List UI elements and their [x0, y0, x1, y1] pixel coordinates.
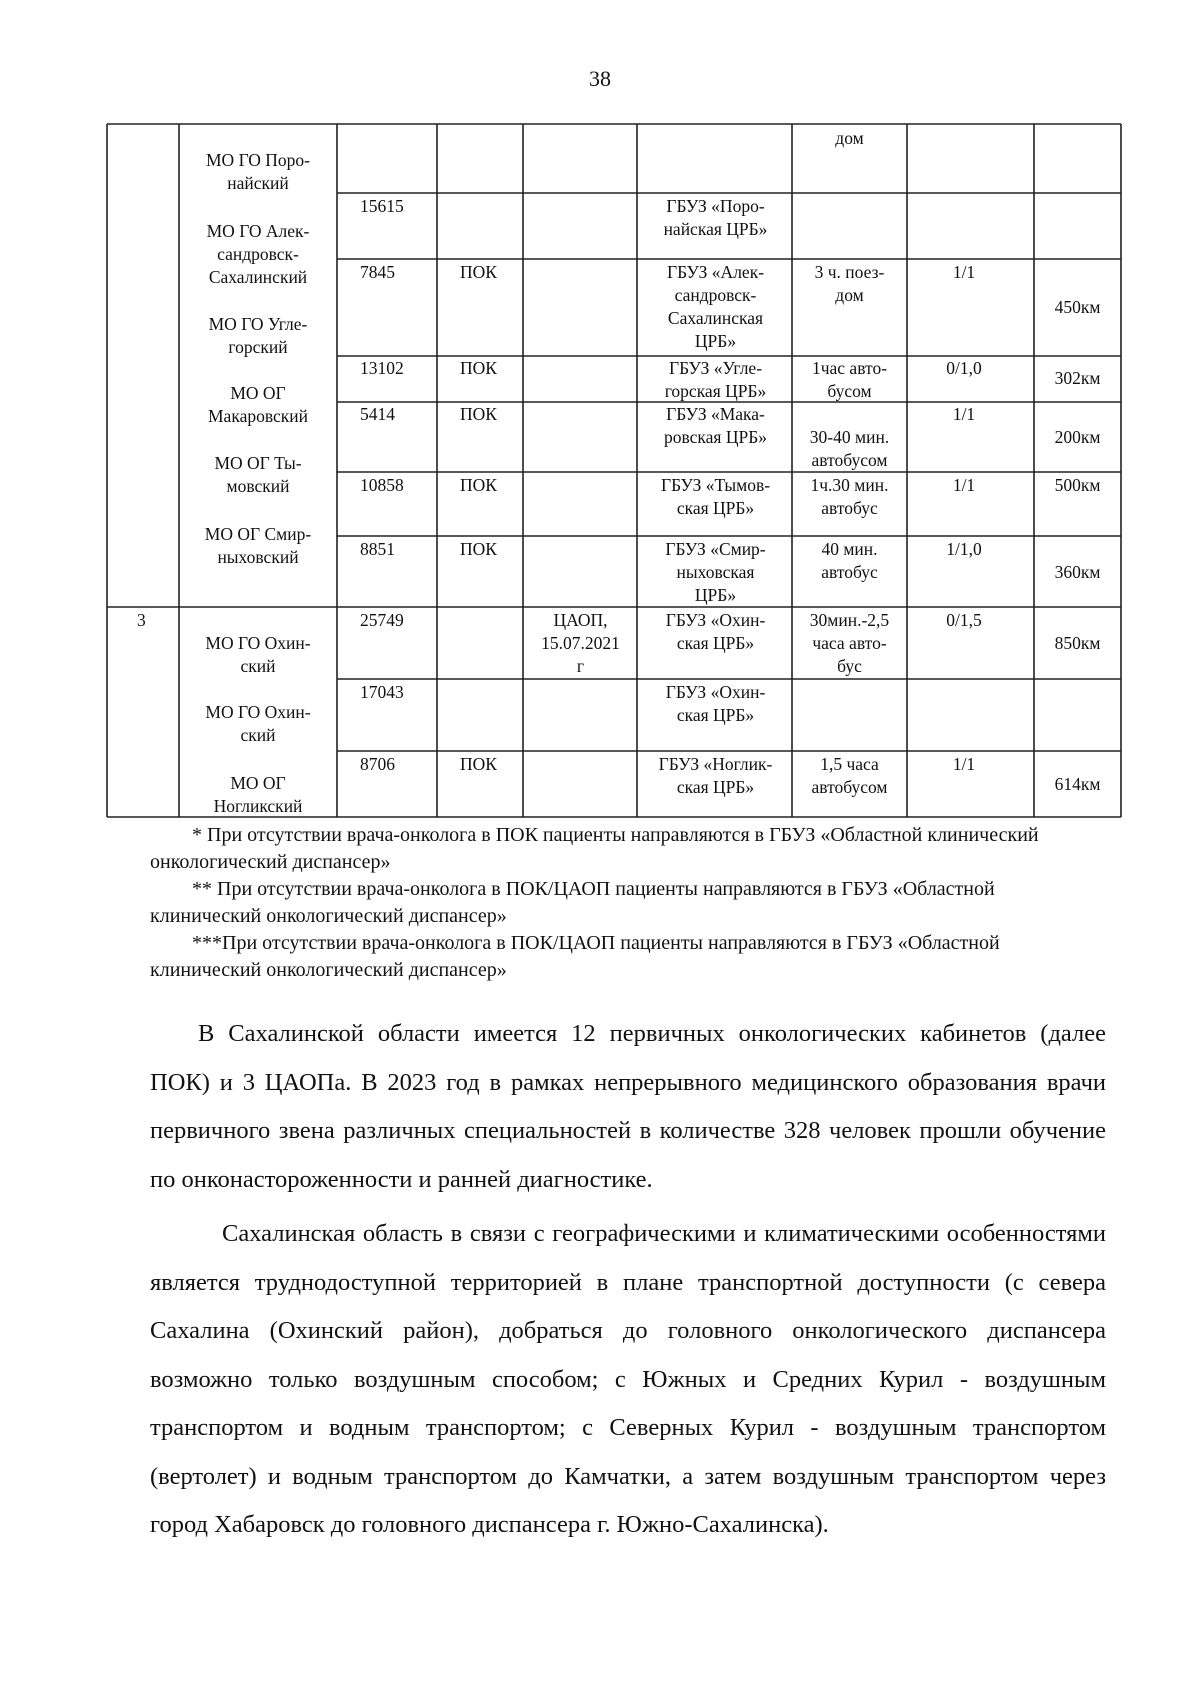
- table-cell-ratio: 1/1,0: [946, 539, 982, 559]
- table-cell-time: 40 мин. автобус: [821, 539, 878, 582]
- table-cell-time: дом: [835, 128, 864, 148]
- mo-label: МО ОГ Макаровский: [208, 383, 308, 426]
- table-cell-type: ПОК: [460, 754, 497, 774]
- table-cell-time: 30-40 мин. автобусом: [809, 427, 890, 470]
- table-cell-population: 8851: [360, 539, 395, 559]
- table-cell-time: 1,5 часа автобусом: [811, 754, 888, 797]
- page-number: 38: [589, 66, 611, 91]
- paragraph: Сахалинская область в связи с географическими и климатическими особенностями является труднодоступной территорией в плане транспортной доступности (с севера Сахалина (Охинский район), добраться до головного онкологического диспансера возможно только воздушным способом; с Южных и Средних Курил - воздушным транспортом и водным транспортом; с Северных Курил - воздушным транспортом (вертолет) и водным транспортом до Камчатки, а затем воздушным транспортом через город Хабаровск до головного диспансера г. Южно-Сахалинска).: [150, 1220, 1106, 1538]
- table-cell-distance: 850км: [1054, 633, 1101, 653]
- table-cell-hospital: ГБУЗ «Смир- ныховская ЦРБ»: [665, 539, 766, 605]
- table-cell-type: ПОК: [460, 475, 497, 495]
- footnotes: [150, 822, 1100, 984]
- mo-label: МО ГО Охин- ский: [205, 633, 311, 676]
- mo-label: МО ОГ Ногликский: [213, 773, 303, 816]
- table-cell-number: 3: [137, 610, 146, 630]
- table-cell-time: 30мин.-2,5 часа авто- бус: [809, 610, 890, 676]
- footnote: ** При отсутствии врача-онколога в ПОК/ЦАОП пациенты направляются в ГБУЗ «Областной клинический онкологический диспансер»: [150, 878, 995, 927]
- paragraph: В Сахалинской области имеется 12 первичных онкологических кабинетов (далее ПОК) и 3 ЦАОПа. В 2023 год в рамках непрерывного медицинского образования врачи первичного звена различных специальностей в количестве 328 человек прошли обучение по онконастороженности и ранней диагностике.: [150, 1020, 1106, 1193]
- footnote: ***При отсутствии врача-онколога в ПОК/ЦАОП пациенты направляются в ГБУЗ «Областной клинический онкологический диспансер»: [150, 932, 1000, 981]
- table-cell-type: ПОК: [460, 262, 497, 282]
- table-cell-distance: 302км: [1054, 368, 1101, 388]
- table-cell-population: 10858: [360, 475, 404, 495]
- table-grid: [0, 0, 1200, 830]
- table-cell-hospital: ГБУЗ «Тымов- ская ЦРБ»: [660, 475, 771, 518]
- mo-label: МО ОГ Ты- мовский: [214, 453, 302, 496]
- table-cell-type: ПОК: [460, 358, 497, 378]
- table-cell-distance: 360км: [1054, 562, 1101, 582]
- body-text: [150, 1010, 1106, 1556]
- table-cell-type: ПОК: [460, 539, 497, 559]
- table-cell-population: 17043: [360, 682, 404, 702]
- mo-label: МО ГО Охин- ский: [205, 702, 311, 745]
- table-cell-population: 5414: [360, 404, 395, 424]
- table-cell-hospital: ГБУЗ «Поро- найская ЦРБ»: [663, 196, 768, 239]
- mo-label: МО ГО Угле- горский: [208, 314, 308, 357]
- table-cell-hospital: ГБУЗ «Охин- ская ЦРБ»: [665, 682, 766, 725]
- table-cell-time: 1час авто- бусом: [811, 358, 888, 401]
- table-cell-distance: 200км: [1054, 427, 1101, 447]
- table-cell-population: 25749: [360, 610, 404, 630]
- table-cell-time: 1ч.30 мин. автобус: [810, 475, 889, 518]
- table-cell-hospital: ГБУЗ «Алек- сандровск- Сахалинская ЦРБ»: [666, 262, 765, 351]
- table-cell-type: ПОК: [460, 404, 497, 424]
- table-cell-population: 8706: [360, 754, 395, 774]
- table-cell-population: 13102: [360, 358, 404, 378]
- mo-label: МО ОГ Смир- ныховский: [204, 524, 312, 567]
- table-cell-distance: 450км: [1054, 297, 1101, 317]
- table-cell-population: 7845: [360, 262, 395, 282]
- table-cell-population: 15615: [360, 196, 404, 216]
- table-cell-time: 3 ч. поез- дом: [814, 262, 885, 305]
- table-cell-ratio: 1/1: [952, 475, 976, 495]
- mo-label: МО ГО Алек- сандровск- Сахалинский: [206, 221, 310, 287]
- table-cell-ratio: 1/1: [952, 404, 976, 424]
- table-cell-distance: 500км: [1054, 475, 1101, 495]
- table-cell-hospital: ГБУЗ «Мака- ровская ЦРБ»: [663, 404, 768, 447]
- table-cell-ratio: 0/1,0: [946, 358, 982, 378]
- mo-label: МО ГО Поро- найский: [206, 150, 310, 193]
- footnote: * При отсутствии врача-онколога в ПОК пациенты направляются в ГБУЗ «Областной клинический онкологический диспансер»: [150, 824, 1039, 873]
- table-cell-distance: 614км: [1054, 774, 1101, 794]
- table-cell-hospital: ГБУЗ «Ноглик- ская ЦРБ»: [658, 754, 773, 797]
- table-cell-ratio: 1/1: [952, 754, 976, 774]
- table-cell-ratio: 0/1,5: [946, 610, 982, 630]
- table-cell-hospital: ГБУЗ «Охин- ская ЦРБ»: [665, 610, 766, 653]
- table-cell-hospital: ГБУЗ «Угле- горская ЦРБ»: [664, 358, 767, 401]
- table-cell-ratio: 1/1: [952, 262, 976, 282]
- table-cell-tsaop: ЦАОП, 15.07.2021 г: [541, 610, 620, 676]
